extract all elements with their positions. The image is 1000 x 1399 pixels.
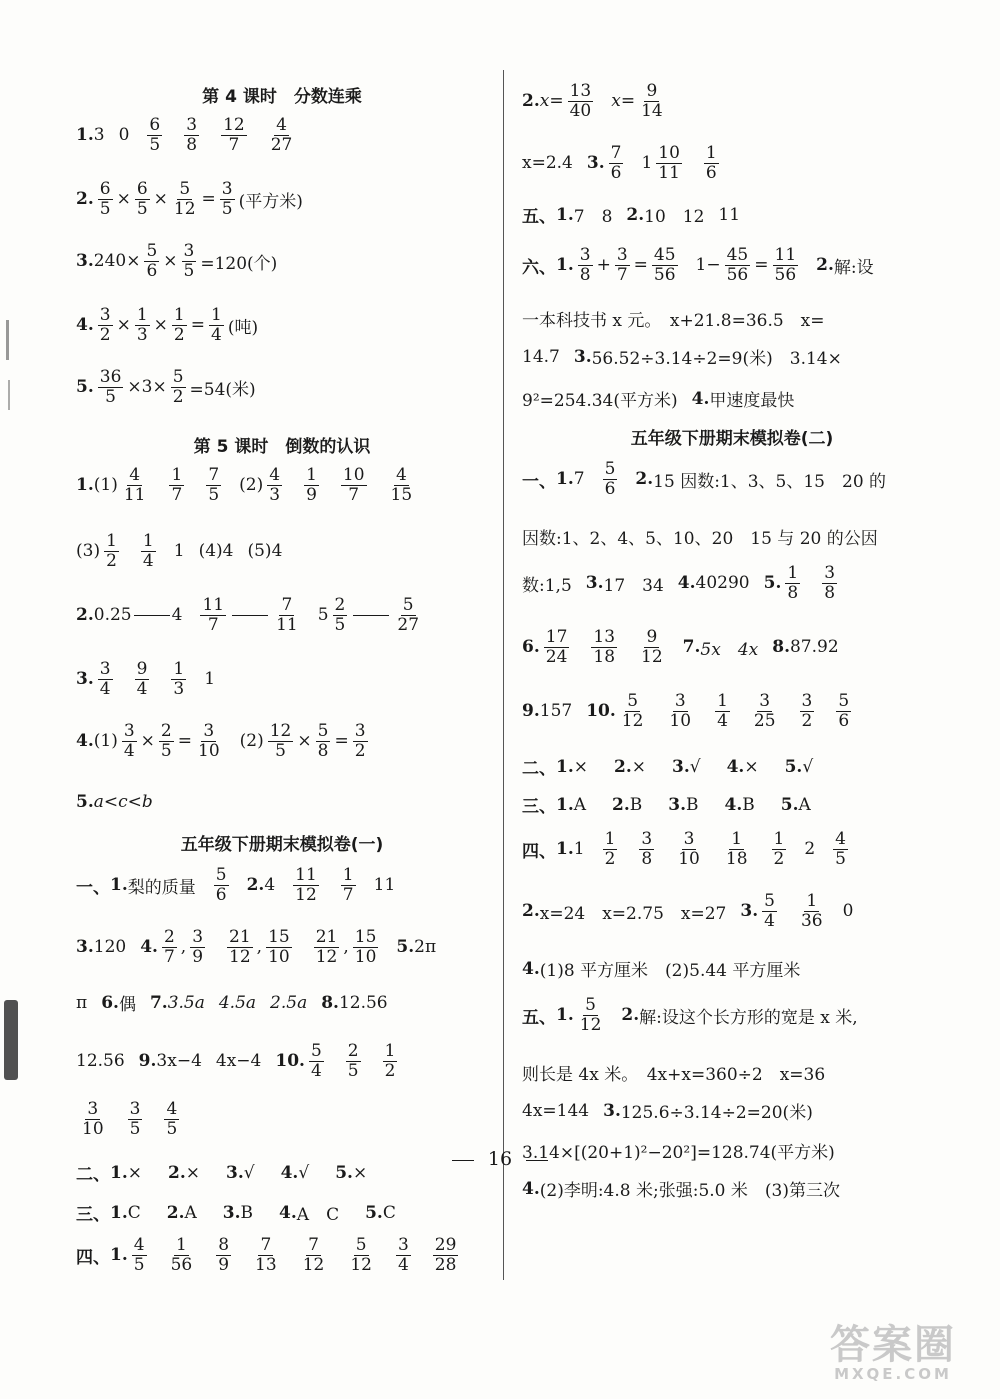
answer-r-12: 9. 157 10. 5 12 3 10 1 4 3 25 3 2 5 6 (522, 691, 850, 731)
watermark-logo: 答案圈 MXQE.COM (830, 1322, 956, 1383)
answer-r-11: 6. 17 24 13 18 9 12 7. 5x 4x 8. 87.92 (522, 627, 839, 667)
answer-l5-1: 1. (1) 4 11 1 7 7 5 (2) 4 3 1 9 10 7 4 15 (76, 465, 413, 505)
answer-e1-san: 三、 1. C 2. A 3. B 4. A C 5. C (76, 1202, 396, 1225)
answer-r-3: 五、 1. 7 8 2. 10 12 11 (522, 204, 741, 227)
answer-e1-6: 3 10 3 5 4 5 (82, 1099, 178, 1139)
answer-r-19: 则长是 4x 米。 4x+x=360÷2 x=36 (522, 1065, 826, 1085)
answer-r-1: 2. x= $\frac{13}{40}$ x= $\frac{9}{14}$ (522, 81, 663, 121)
answer-r-10: 数:1,5 3. 17 34 4. 40290 5. 1 8 3 8 (522, 563, 836, 603)
heading-lesson-4: 第 4 课时 分数连乘 (202, 87, 362, 107)
answer-l5-1b: (3) 1 2 1 4 1 (4)4 (5)4 (76, 531, 283, 571)
answer-r-7: 9²=254.34(平方米) 4. 甲速度最快 (522, 388, 795, 411)
heading-exam-2: 五年级下册期末模拟卷(二) (630, 429, 834, 449)
answer-r-5: 一本科技书 x 元。 x+21.8=36.5 x= (522, 311, 825, 331)
column-divider (503, 70, 504, 1280)
answer-l4-4: 4. 3 2 × 1 3 × 1 2 = 1 4 (吨) (76, 305, 259, 345)
answer-r-9: 因数:1、2、4、5、10、20 15 与 20 的公因 (522, 529, 878, 549)
answer-r-18: 五、 1. 5 12 2. 解:设这个长方形的宽是 x 米, (522, 995, 858, 1035)
scan-mark (4, 1000, 18, 1080)
answer-r-17: 4. (1)8 平方厘米 (2)5.44 平方厘米 (522, 958, 801, 981)
answer-r-14: 三、 1. A 2. B 3. B 4. B 5. A (522, 794, 811, 817)
answer-e1-4: π 6. 偶 7. 3.5a 4.5a 2.5a 8. 12.56 (76, 992, 388, 1015)
answer-l5-4: 4. (1) 3 4 × 2 5 = 3 10 (2) 12 5 × 5 8 = 3 2 (76, 721, 366, 761)
answer-l5-3: 3. 3 4 9 4 1 3 1 (76, 659, 216, 699)
answer-r-8: 一、 1. 7 5 6 2. 15 因数:1、3、5、15 20 的 (522, 459, 887, 499)
page-number: 16 (0, 1148, 1000, 1170)
answer-l5-2: 2. 0.25 4 11 7 7 11 5 2 5 5 27 (76, 595, 420, 635)
answer-l4-3: 3. 240× $\frac{5}{6}$ × $\frac{3}{5}$ =120(个) (76, 241, 278, 281)
answer-l4-5: 5. $\frac{36}{5}$ ×3× $\frac{5}{2}$ =54(米) (76, 367, 256, 407)
answer-r-22: 4. (2)李明:4.8 米;张强:5.0 米 (3)第三次 (522, 1178, 840, 1201)
answer-l5-5: 5. a<c<b (76, 792, 153, 812)
answer-r-6: 14.7 3. 56.52÷3.14÷2=9(米) 3.14× (522, 346, 842, 369)
answer-r-20: 4x=144 3. 125.6÷3.14÷2=20(米) (522, 1100, 813, 1123)
answer-l4-2: 2. 6 5 × 6 5 × 5 12 = 3 5 (平方米) (76, 179, 303, 219)
answer-e1-1: 一、 1. 梨的质量 5 6 2. 4 11 12 1 7 11 (76, 865, 396, 905)
answer-r-4: 六、 1. 3 8 + 3 7 = 45 56 1− $\frac{45}{56}$ = 11 56 2. 解:设 (522, 245, 874, 285)
answer-e1-si: 四、 1. 4 5 1 56 8 9 7 13 7 12 5 12 3 4 29 28 (76, 1235, 457, 1275)
answer-e1-5: 12.56 9. 3x−4 4x−4 10. 5 4 2 5 1 2 (76, 1041, 396, 1081)
answer-r-16: 2. x=24 x=2.75 x=27 3. 5 4 1 36 0 (522, 891, 854, 931)
heading-lesson-5: 第 5 课时 倒数的认识 (193, 437, 371, 457)
answer-r-21: 3.14×[(20+1)²−20²]=128.74(平方米) (522, 1143, 835, 1163)
answer-r-15: 四、 1. 1 1 2 3 8 3 10 1 18 1 2 2 4 5 (522, 829, 846, 869)
scan-mark (8, 380, 10, 410)
heading-exam-1: 五年级下册期末模拟卷(一) (180, 835, 384, 855)
scan-mark (6, 320, 9, 360)
answer-e1-3: 3. 120 4. 2 7 , 3 9 21 12 , 15 10 21 12 , 15 10 5. 2π (76, 927, 437, 967)
answer-e1-er: 二、 1. × 2. × 3. √ 4. √ 5. × (76, 1162, 368, 1185)
answer-r-2: x=2.4 3. 7 6 1 10 11 1 6 (522, 143, 717, 183)
answer-l4-1: 1. 3 0 6 5 3 8 12 7 4 27 (76, 115, 293, 155)
answer-r-13: 二、 1. × 2. × 3. √ 4. × 5. √ (522, 756, 814, 779)
